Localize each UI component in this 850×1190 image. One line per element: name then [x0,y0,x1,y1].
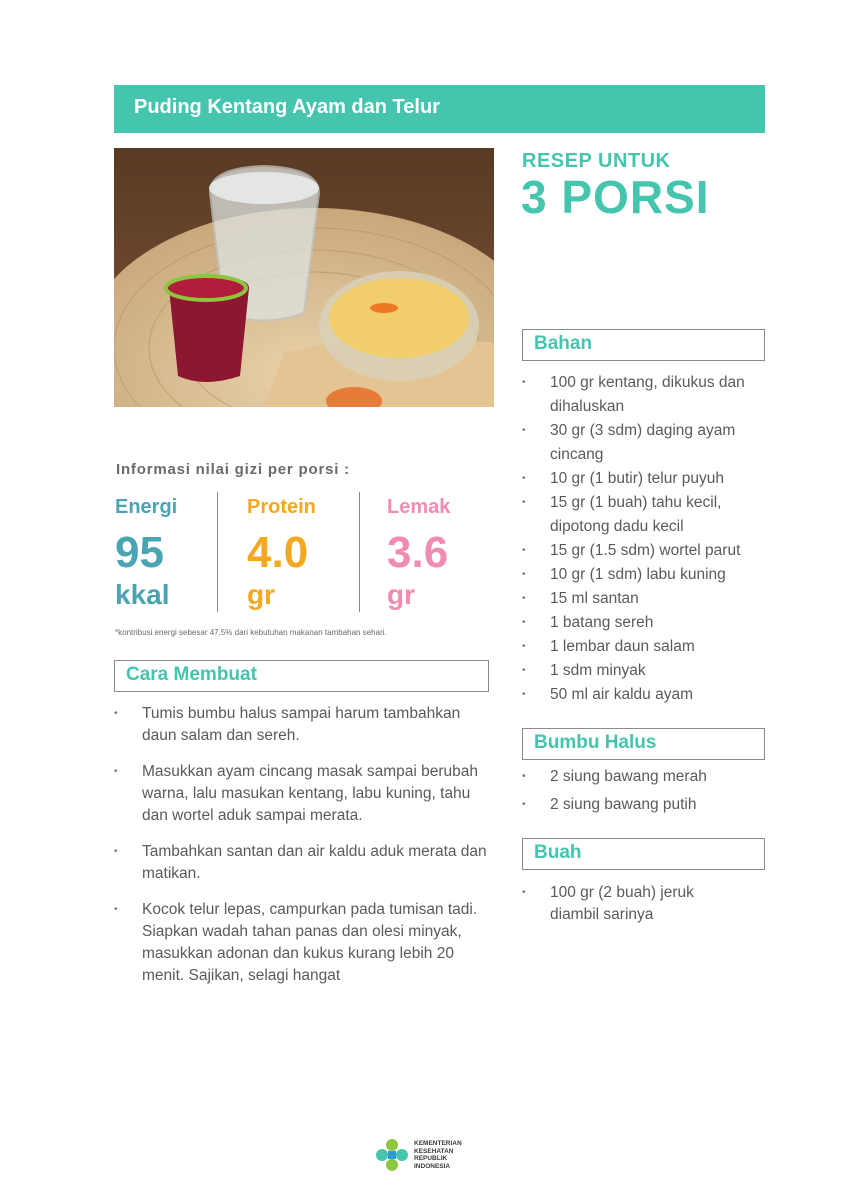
fruit-heading-box [522,838,765,870]
nutrition-fat [387,496,450,612]
method-step: • Kocok telur lepas, campurkan pada tumisan tadi. Siapkan wadah tahan panas dan olesi minyak, masukkan adonan dan kukus kurang lebih 20 menit. Sajikan, selagi hangat [114,899,494,987]
fat-label: Lemak [387,496,451,518]
nutrition-energy [115,496,177,612]
method-step: • Tambahkan santan dan air kaldu aduk merata dan matikan. [114,841,494,885]
nutrition-protein [247,496,316,612]
protein-value: 4.0 [247,528,309,577]
recipe-photo [114,148,494,407]
method-step: • Tumis bumbu halus sampai harum tambahkan daun salam dan sereh. [114,703,494,747]
ingredients-heading: Bahan [534,333,593,354]
ministry-logo-text: KEMENTERIAN KESEHATAN REPUBLIK INDONESIA [414,1140,462,1170]
spice-item: • 2 siung bawang putih [522,791,772,819]
energy-unit: kkal [115,579,170,610]
spices-heading-box [522,728,765,760]
fruit-heading: Buah [534,842,582,863]
method-step: • Masukkan ayam cincang masak sampai berubah warna, lalu masukan kentang, labu kuning, tahu dan wortel aduk sampai merata. [114,761,494,827]
method-heading-box [114,660,489,692]
nutrition-divider [217,492,218,612]
protein-label: Protein [247,496,316,518]
ingredient-item: • 100 gr kentang, dikukus dan dihaluskan [522,371,772,419]
fruit-item: • 100 gr (2 buah) jeruk diambil sarinya [522,882,742,926]
servings-value: 3 PORSI [521,171,710,223]
method-steps-list [114,703,494,987]
nutrition-divider [359,492,360,612]
ingredient-item: • 1 sdm minyak [522,659,772,683]
fat-unit: gr [387,579,415,610]
nutrition-footnote: *kontribusi energi sebesar 47,5% dari kebutuhan makanan tambahan sehari. [115,628,387,637]
servings-label: RESEP UNTUK [522,150,671,172]
ingredient-item: • 50 ml air kaldu ayam [522,683,772,707]
ingredients-heading-box [522,329,765,361]
spices-heading: Bumbu Halus [534,732,657,753]
protein-unit: gr [247,579,275,610]
title-banner [114,85,765,133]
ingredients-list [522,371,772,707]
recipe-title: Puding Kentang Ayam dan Telur [134,96,440,118]
fruit-list [522,882,742,926]
energy-label: Energi [115,496,178,518]
ingredient-item: • 1 batang sereh [522,611,772,635]
ingredient-item: • 15 ml santan [522,587,772,611]
ingredient-item: • 15 gr (1 buah) tahu kecil, dipotong dadu kecil [522,491,772,539]
method-heading: Cara Membuat [126,664,257,685]
fat-value: 3.6 [387,528,449,577]
energy-value: 95 [115,528,164,577]
nutrition-title: Informasi nilai gizi per porsi : [116,461,350,478]
ingredient-item: • 15 gr (1.5 sdm) wortel parut [522,539,772,563]
spices-list [522,763,772,819]
ingredient-item: • 1 lembar daun salam [522,635,772,659]
ingredient-item: • 30 gr (3 sdm) daging ayam cincang [522,419,772,467]
ingredient-item: • 10 gr (1 sdm) labu kuning [522,563,772,587]
ingredient-item: • 10 gr (1 butir) telur puyuh [522,467,772,491]
spice-item: • 2 siung bawang merah [522,763,772,791]
